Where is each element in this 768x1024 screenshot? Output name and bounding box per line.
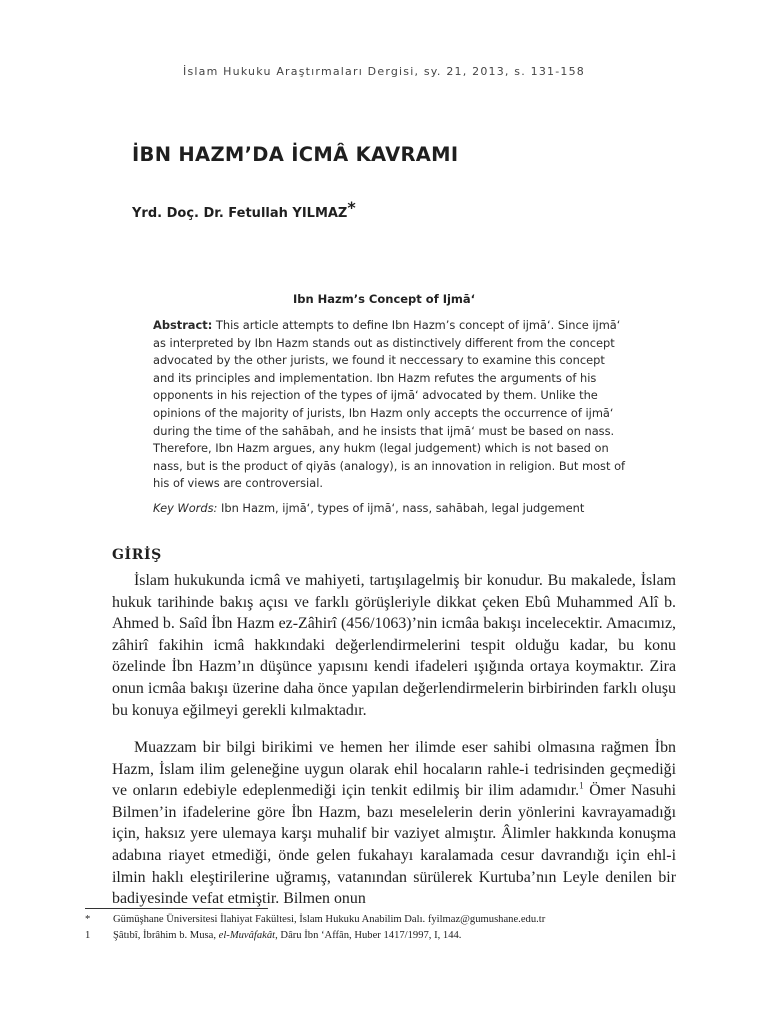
abstract-heading: Ibn Hazm’s Concept of Ijmā‘ xyxy=(292,292,476,306)
running-header: İslam Hukuku Araştırmaları Dergisi, sy. 21, 2013, s. 131-158 xyxy=(183,65,585,78)
paragraph-2-text-a: Muazzam bir bilgi birikimi ve hemen her ilimde eser sahibi olmasına rağmen İbn Hazm, İslam ilim geleneğine uygun olarak ehil hocaların rahle-i tedrisinden geçmediği ve onların edebiyle edeplenmediği için tenkit edilmiş bir ilim adamıdır. xyxy=(112,739,676,800)
article-title: İBN HAZM’DA İCMÂ KAVRAMI xyxy=(132,143,459,166)
keywords-text: Ibn Hazm, ijmā‘, types of ijmā‘, nass, sahābah, legal judgement xyxy=(220,501,585,515)
keywords-label: Key Words: xyxy=(153,501,218,515)
keywords xyxy=(153,501,643,515)
footnote-mark: * xyxy=(85,914,91,925)
body-paragraph-1: İslam hukukunda icmâ ve mahiyeti, tartışılagelmiş bir konudur. Bu makalede, İslam hukuk tarihinde bakış açısı ve farklı görüşleriyle dikkat çeken Ebû Muhammed Alî b. Ahmed b. Saîd İbn Hazm ez-Zâhirî (456/1063)’nin icmâa bakışı incelecektir. Amacımız, zâhirî fakihin icmâ hakkındaki değerlendirmelerini tespit olduğu kadar, bu konu özelinde İbn Hazm’ın düşünce yapısını kendi ifadeleri ışığında ortaya koymaktır. Zira onun icmâa bakışı üzerine daha önce yapılan değerlendirmelerin birbirinden farklı oluşu bu konuya eğilmeyi gerekli kılmaktadır. xyxy=(112,572,676,719)
section-heading: GİRİŞ xyxy=(112,547,162,563)
footnote-mark: 1 xyxy=(85,930,91,941)
footnote-text-b: , Dâru İbn ‘Affân, Huber 1417/1997, I, 144. xyxy=(275,930,462,941)
footnote-divider xyxy=(85,908,268,909)
abstract xyxy=(153,317,629,493)
author-name: Yrd. Doç. Dr. Fetullah YILMAZ xyxy=(132,206,348,221)
abstract-text: This article attempts to define Ibn Hazm’s concept of ijmā‘. Since ijmā‘ as interpreted by Ibn Hazm stands out as distinctively different from the concept advocated by the other jurists, we found it neccessary to examine this concept and its principles and implementation. Ibn Hazm refutes the arguments of his opponents in his rejection of the types of ijmā‘ advocated by them. Unlike the opinions of the majority of jurists, Ibn Hazm only accepts the occurrence of ijmā‘ during the time of the sahābah, and he insists that ijmā‘ must be based on nass. Therefore, Ibn Hazm argues, any hukm (legal judgement) which is not based on nass, but is the product of qiyās (analogy), is an innovation in religion. But most of his of views are controversial. xyxy=(153,318,626,491)
author-line xyxy=(132,198,356,221)
author-footnote-mark[interactable]: * xyxy=(347,198,356,217)
footnote-1 xyxy=(85,930,685,941)
abstract-label: Abstract: xyxy=(153,318,213,332)
paragraph-2-text-b: Ömer Nasuhi Bilmen’in ifadelerine göre İbn Hazm, bazı meselelerin derin yönlerini kavrayamadığı için, haksız yere ulemaya karşı muhalif bir vaziyet almıştır. Âlimler hakkında konuşma adabına riayet etmediği, önde gelen fukahayı karalamada cesur davrandığı için ehl-i ilmin haklı eleştirilerine uğramış, vatanından sürülerek Kurtuba’nın Leyle denilen bir badiyesinde vefat etmiştir. Bilmen onun xyxy=(112,782,676,908)
footnote-text-a: Şâtıbî, İbrâhim b. Musa, xyxy=(113,930,219,941)
footnote-book-title: el-Muvâfakât xyxy=(218,930,276,941)
footnote-ref-1[interactable]: 1 xyxy=(579,780,584,791)
body-paragraph-2 xyxy=(112,737,676,910)
footnote-text: Gümüşhane Üniversitesi İlahiyat Fakültesi, İslam Hukuku Anabilim Dalı. fyilmaz@gumushane.edu.tr xyxy=(113,914,546,925)
footnote-author xyxy=(85,914,685,925)
